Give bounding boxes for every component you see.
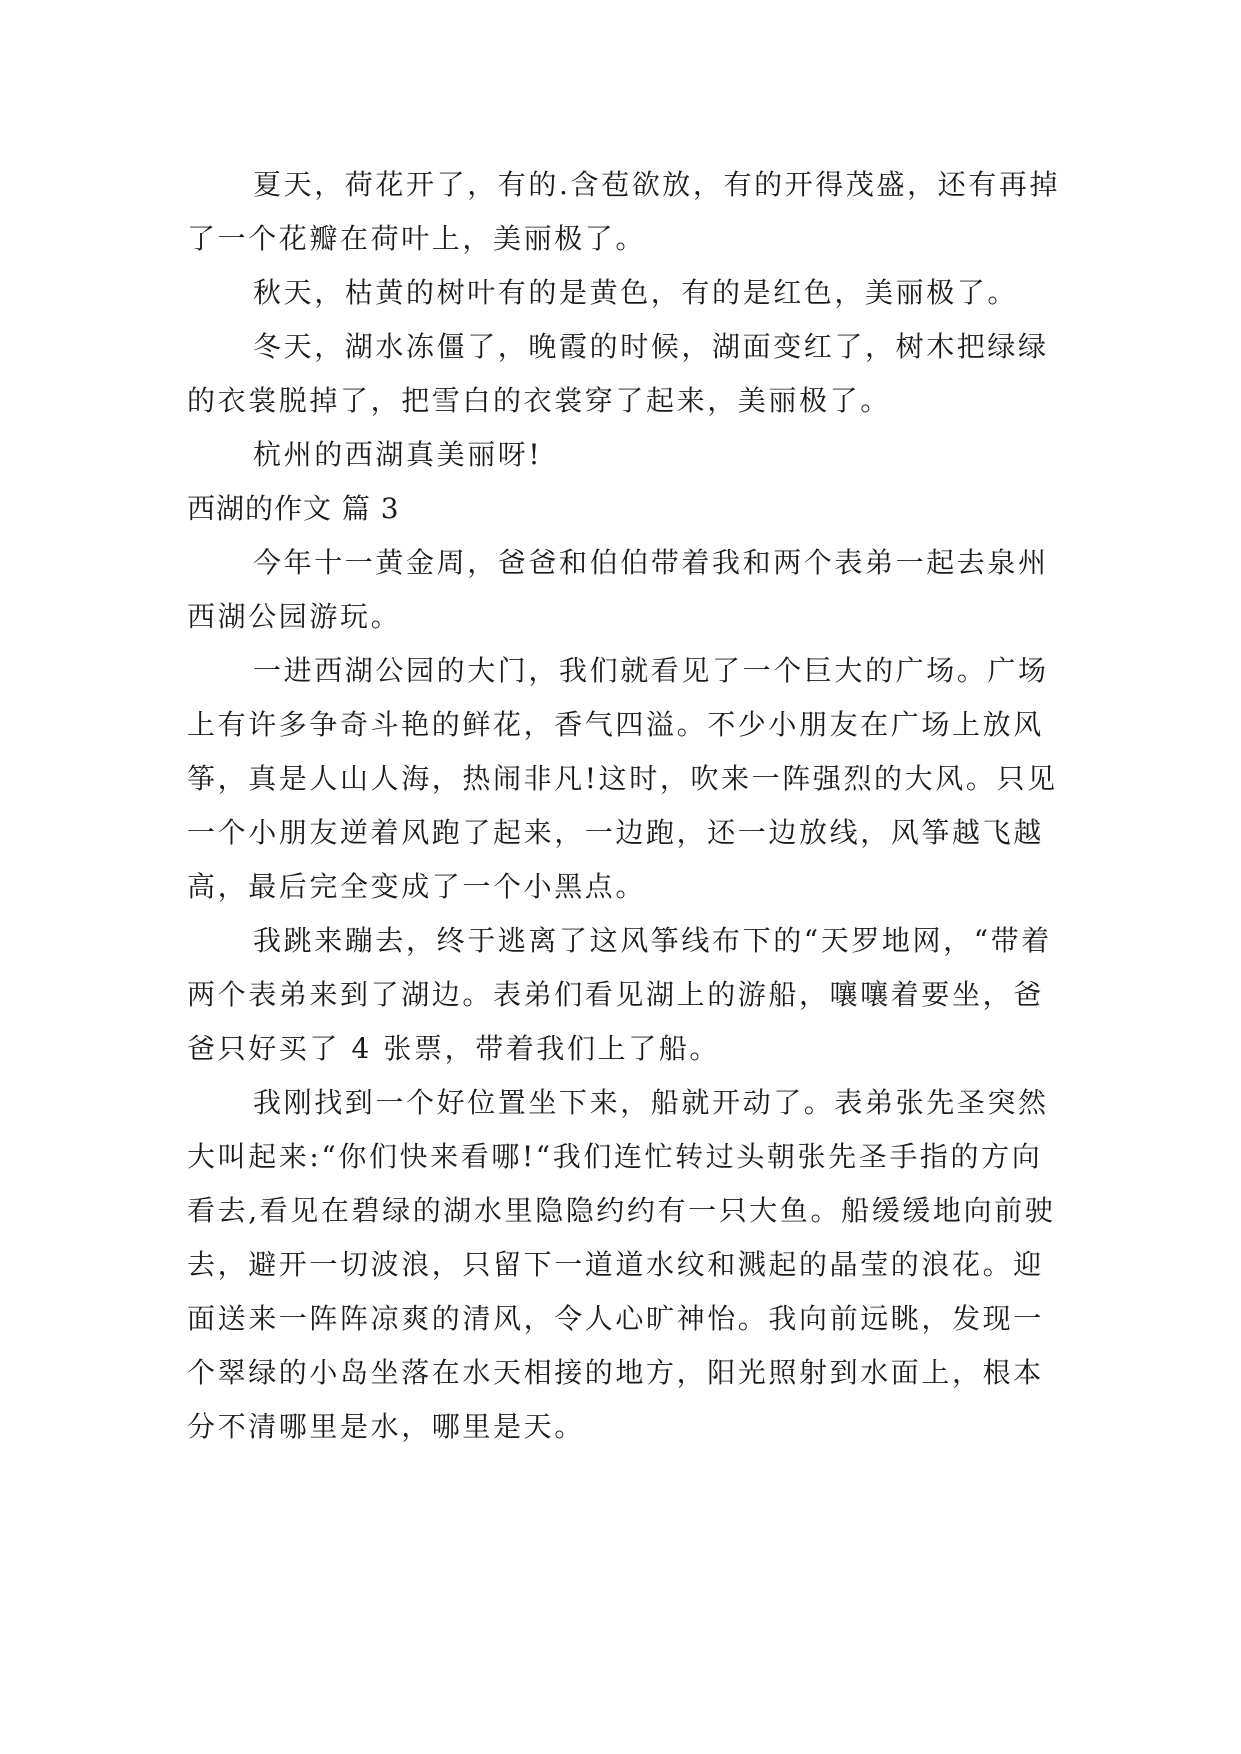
paragraph-boat: 我刚找到一个好位置坐下来，船就开动了。表弟张先圣突然大叫起来:“你们快来看哪!“我们连忙转过头朝张先圣手指的方向看去,看见在碧绿的湖水里隐隐约约有一只大鱼。船缓缓地向前驶去，避开一切波浪，只留下一道道水纹和溅起的晶莹的浪花。迎面送来一阵阵凉爽的清风，令人心旷神怡。我向前远眺，发现一个翠绿的小岛坐落在水天相接的地方，阳光照射到水面上，根本分不清哪里是水，哪里是天。 (187, 1086, 1056, 1443)
paragraph-intro: 今年十一黄金周，爸爸和伯伯带着我和两个表弟一起去泉州西湖公园游玩。 (187, 546, 1049, 633)
essay-body (187, 158, 1067, 1454)
paragraph-autumn: 秋天，枯黄的树叶有的是黄色，有的是红色，美丽极了。 (253, 276, 1019, 309)
paragraph-square: 一进西湖公园的大门，我们就看见了一个巨大的广场。广场上有许多争奇斗艳的鲜花，香气四溢。不少小朋友在广场上放风筝，真是人山人海，热闹非凡!这时，吹来一阵强烈的大风。只见一个小朋友逆着风跑了起来，一边跑，还一边放线，风筝越飞越高，最后完全变成了一个小黑点。 (187, 654, 1058, 903)
paragraph-summer: 夏天，荷花开了，有的.含苞欲放，有的开得茂盛，还有再掉了一个花瓣在荷叶上，美丽极了。 (187, 168, 1061, 255)
paragraph-winter: 冬天，湖水冻僵了，晚霞的时候，湖面变红了，树木把绿绿的衣裳脱掉了，把雪白的衣裳穿了起来，美丽极了。 (187, 330, 1049, 417)
paragraph-closing: 杭州的西湖真美丽呀! (253, 438, 543, 471)
paragraph-lakeside: 我跳来蹦去，终于逃离了这风筝线布下的“天罗地网，“带着两个表弟来到了湖边。表弟们看见湖上的游船，嚷嚷着要坐，爸爸只好买了 4 张票，带着我们上了船。 (187, 924, 1052, 1065)
section-heading: 西湖的作文 篇 3 (187, 492, 400, 525)
